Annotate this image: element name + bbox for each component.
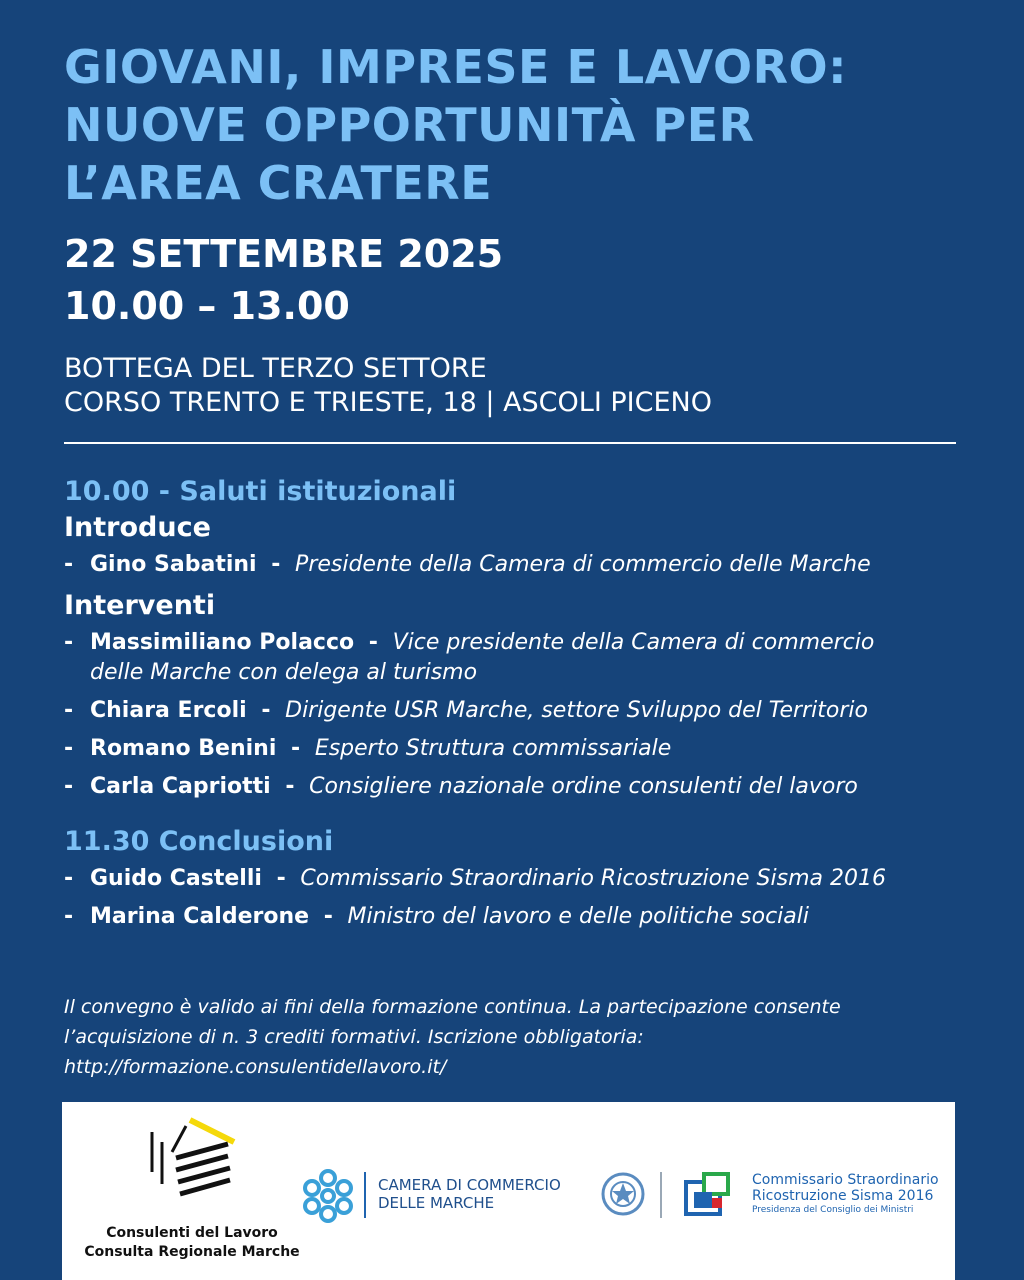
speaker-row [64,772,994,802]
cdl-line: Consulenti del Lavoro [106,1225,278,1241]
bullet-dash: - [64,630,74,655]
speaker-row [64,550,994,580]
separator: - [361,630,386,655]
registration-link[interactable]: http://formazione.consulentidellavoro.it/ [64,1056,447,1078]
speaker-role: Commissario Straordinario Ricostruzione Sisma 2016 [300,866,886,891]
speaker-role: Vice presidente della Camera di commercio [392,630,875,655]
speaker-role: Presidente della Camera di commercio delle Marche [295,552,871,577]
consulenti-lavoro-text [62,1224,322,1262]
cdl-line: Consulta Regionale Marche [84,1244,300,1260]
title-line: GIOVANI, IMPRESE E LAVORO: [64,40,847,94]
sisma-line: Ricostruzione Sisma 2016 [752,1188,934,1204]
note-line: l’acquisizione di n. 3 crediti formativi. Iscrizione obbligatoria: [64,1026,644,1048]
event-time: 10.00 – 13.00 [64,284,350,328]
bullet-dash: - [64,552,74,577]
event-datetime [64,228,503,332]
sisma-line: Commissario Straordinario [752,1172,939,1188]
camera-commercio-text [378,1176,561,1212]
bullet-dash: - [64,866,74,891]
saluti-heading: 10.00 - Saluti istituzionali [64,476,457,507]
speaker-name: Chiara Ercoli [90,698,247,723]
speaker-role-continued: delle Marche con delega al turismo [90,660,478,685]
cc-line: DELLE MARCHE [378,1194,495,1212]
event-title [64,38,984,212]
separator: - [268,866,294,891]
introduce-heading: Introduce [64,512,211,543]
logo-divider [660,1172,662,1218]
event-date: 22 SETTEMBRE 2025 [64,232,504,276]
speaker-row [64,734,994,764]
bullet-dash: - [64,904,74,929]
bullet-dash: - [64,736,74,761]
speaker-role: Consigliere nazionale ordine consulenti del lavoro [309,774,858,799]
separator: - [263,552,289,577]
separator: - [277,774,303,799]
consulenti-lavoro-logo-icon [142,1112,242,1222]
speaker-name: Marina Calderone [90,904,310,929]
speaker-role: Dirigente USR Marche, settore Sviluppo del Territorio [285,698,868,723]
cc-line: CAMERA DI COMMERCIO [378,1176,561,1194]
event-venue [64,352,712,420]
program [64,474,994,940]
speaker-row [64,628,994,688]
note-line: Il convegno è valido ai fini della formazione continua. La partecipazione consente [64,996,841,1018]
bullet-dash: - [64,774,74,799]
credits-note [64,992,964,1082]
camera-commercio-logo-icon [300,1168,356,1224]
interventi-heading: Interventi [64,590,216,621]
divider [64,442,956,444]
separator: - [253,698,279,723]
commissario-sisma-text [752,1172,939,1217]
speaker-row [64,902,994,932]
speaker-name: Gino Sabatini [90,552,257,577]
speaker-name: Carla Capriotti [90,774,271,799]
sisma-line: Presidenza del Consiglio dei Ministri [752,1205,914,1215]
speaker-role: Ministro del lavoro e delle politiche sociali [347,904,809,929]
speaker-name: Massimiliano Polacco [90,630,355,655]
bullet-dash: - [64,698,74,723]
venue-address: CORSO TRENTO E TRIESTE, 18 | ASCOLI PICENO [64,387,712,418]
speaker-name: Guido Castelli [90,866,262,891]
speaker-name: Romano Benini [90,736,277,761]
sponsor-footer [62,1102,955,1280]
speaker-row [64,696,994,726]
separator: - [316,904,341,929]
venue-name: BOTTEGA DEL TERZO SETTORE [64,353,487,384]
logo-divider [364,1172,366,1218]
separator: - [283,736,308,761]
title-line: NUOVE OPPORTUNITÀ PER [64,98,755,152]
italian-republic-emblem-icon [598,1168,648,1222]
title-line: L’AREA CRATERE [64,156,493,210]
speaker-row [64,864,994,894]
conclusioni-heading: 11.30 Conclusioni [64,826,334,857]
speaker-role: Esperto Struttura commissariale [314,736,672,761]
commissario-sisma-logo-icon [682,1172,732,1218]
